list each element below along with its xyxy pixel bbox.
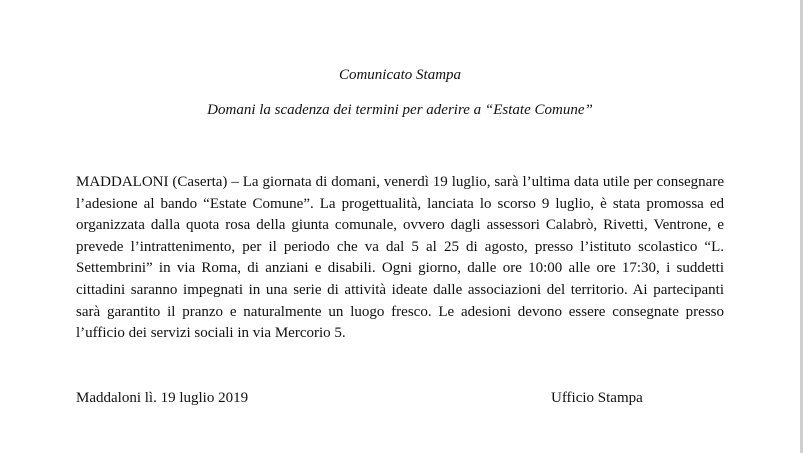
place-date: Maddaloni lì. 19 luglio 2019 [76, 390, 249, 406]
press-release-body: MADDALONI (Caserta) – La giornata di domani, venerdì 19 luglio, sarà l’ultima data utile per consegnare l’adesione al bando “Estate Comune”. La progettualità, lanciata lo scorso 9 luglio, è stata promossa ed organizzata dalla quota rosa della giunta comunale, ovvero dagli assessori Calabrò, Rivetti, Ventrone, e prevede l’intrattenimento, per il periodo che va dal 5 al 25 di agosto, presso l’istituto scolastico “L. Settembrini” in via Roma, di anziani e disabili. Ogni giorno, dalle ore 10:00 alle ore 17:30, i suddetti cittadini saranno impegnati in una serie di attività ideate dalle associazioni del territorio. Ai partecipanti sarà garantito il pranzo e naturalmente un luogo fresco. Le adesioni devono essere consegnate presso l’ufficio dei servizi sociali in via Mercorio 5. [76, 174, 724, 342]
document-heading: Comunicato Stampa [338, 67, 462, 83]
signature: Ufficio Stampa [551, 390, 643, 406]
document-subheading: Domani la scadenza dei termini per aderire a “Estate Comune” [207, 102, 593, 118]
